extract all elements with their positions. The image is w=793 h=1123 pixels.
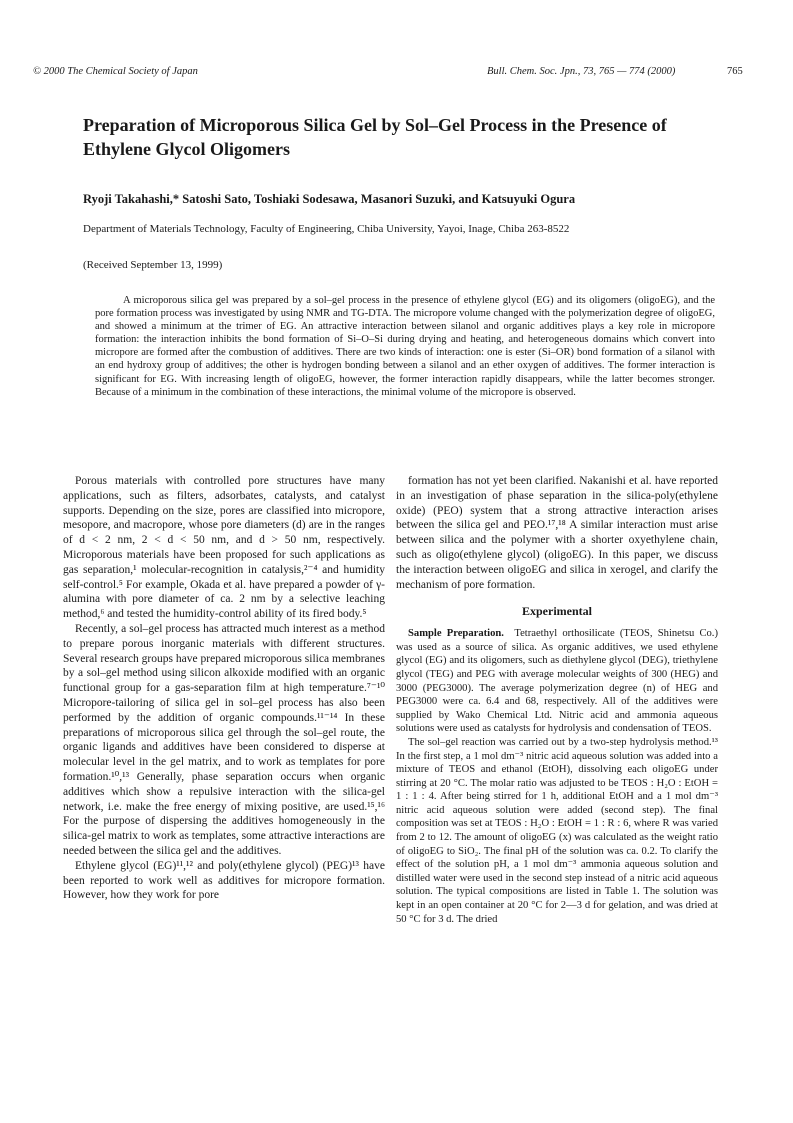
- body-right-column: [396, 474, 718, 926]
- intro-paragraph-3: Ethylene glycol (EG)¹¹,¹² and poly(ethylene glycol) (PEG)¹³ have been reported to work well as additives for micropore formation. However, how they work for pore: [63, 859, 385, 902]
- author-list: Ryoji Takahashi,* Satoshi Sato, Toshiaki Sodesawa, Masanori Suzuki, and Katsuyuki Ogura: [83, 192, 576, 206]
- sol-gel-paragraph: The sol–gel reaction was carried out by a two-step hydrolysis method.¹³ In the first step, a 1 mol dm⁻³ nitric acid aqueous solution was added into a mixture of TEOS and ethanol (EtOH), dissolving each oligoEG under stirring at 20 °C. The molar ratio was adjusted to be TEOS : H₂O : EtOH = 1 : 1 : 4. After being stirred for 1 h, additional EtOH and a 1 mol dm⁻³ nitric acid aqueous solution were added (second step). The final composition was set at TEOS : H₂O : EtOH = 1 : R : 6, where R was varied from 2 to 12. The amount of oligoEG (x) was calculated as the weight ratio of oligoEG to SiO₂. The final pH of the solution was ca. 0.2. To clarify the effect of the solution pH, a 1 mol dm⁻³ ammonia aqueous solution and distilled water were used in the second step instead of a nitric acid aqueous solution. The typical compositions are listed in Table 1. The solution was kept in an open container at 20 °C for 2—3 d for gelation, and was dried at 50 °C for 3 d. The dried: [396, 736, 718, 925]
- intro-paragraph-1: Porous materials with controlled pore structures have many applications, such as filters, adsorbates, catalysts, and catalyst supports. Depending on the size, pores are classified into micropore, mesopore, and macropore, whose pore diameters (d) are in the ranges of d < 2 nm, 2 < d < 50 nm, and d > 50 nm, respectively. Microporous materials have been proposed for such applications as gas separation,¹ molecular-recognition in catalysis,²⁻⁴ and humidity self-control.⁵ For example, Okada et al. have prepared a powder of γ-alumina with pore diameter of ca. 2 nm by a selective leaching method,⁶ and tested the humidity-control ability of its fired body.⁵: [63, 475, 385, 621]
- body-left-column: [63, 474, 385, 903]
- runin-heading: Sample Preparation.: [408, 628, 504, 640]
- intro-paragraph-2: Recently, a sol–gel process has attracted much interest as a method to prepare porous inorganic materials with different structures. Several research groups have prepared microporous silica membranes by a sol–gel method using silicon alkoxide modified with an organic functional group for a gas-separation film at high temperature.⁷⁻¹⁰ Micropore-tailoring of silica gel in sol–gel process has also been performed by the addition of organic compounds.¹¹⁻¹⁴ In these preparations of microporous silica gel through the sol–gel route, the organic ligands and additives have been considered to disperse at molecular level in the gel matrix, and to work as templates for pore formation.¹⁰,¹³ Generally, phase separation occurs when organic additives which show a repulsive interaction with the silica-gel network, i.e. make the free energy of mixing positive, are used.¹⁵,¹⁶ For the purpose of dispersing the additives homogeneously in the silica-gel matrix to work as templates, some attractive interactions are needed between the silica gel and the additives.: [63, 622, 385, 857]
- sample-preparation-text: Tetraethyl orthosilicate (TEOS, Shinetsu Co.) was used as a source of silica. As organic additives, we used ethylene glycol (EG) and its oligomers, such as diethylene glycol (DEG), triethylene glycol (TEG) and PEG with average molecular weights of 300 (HEG) and 3000 (PEG3000). The average polymerization degree (n) of HEG and PEG3000 were ca. 6.4 and 68, respectively. All of the additives were supplied by Wako Chemical Ltd. Nitric acid and ammonia aqueous solutions were used as catalysts for hydrolysis and condensation of TEOS.: [396, 628, 718, 735]
- paper-title: Preparation of Microporous Silica Gel by Sol–Gel Process in the Presence of Ethylene Glycol Oligomers: [83, 115, 667, 159]
- affiliation: Department of Materials Technology, Faculty of Engineering, Chiba University, Yayoi, Inage, Chiba 263-8522: [83, 223, 570, 235]
- journal-copyright: © 2000 The Chemical Society of Japan: [33, 66, 198, 77]
- abstract: A microporous silica gel was prepared by a sol–gel process in the presence of ethylene glycol (EG) and its oligomers (oligoEG), and the pore formation process was investigated by using NMR and TG-DTA. The micropore volume changed with the polymerization degree of oligoEG, and showed a minimum at the trimer of EG. An attractive interaction between silanol and organic additives plays a key role in micropore formation: the interaction inhibits the bond formation of Si–O–Si during drying and heating, and heterogeneous domains which convert into micropore are formed after the combustion of additives. There are two kinds of interaction: one is ester (Si–OR) bond formation of a silanol with an end hydroxy group of additives; the other is hydrogen bonding between a silanol and an ether oxygen of additives. The former interaction is significant for EG. With increasing length of oligoEG, however, the former interaction rapidly disappears, while the latter becomes stronger. Because of a minimum in the combination of these interactions, the minimal volume of the micropore is observed.: [95, 295, 715, 398]
- sample-preparation-paragraph: [396, 627, 718, 736]
- journal-citation: Bull. Chem. Soc. Jpn., 73, 765 — 774 (2000): [487, 66, 676, 77]
- received-date: (Received September 13, 1999): [83, 259, 223, 271]
- page-number: 765: [727, 66, 743, 77]
- intro-paragraph-continued: formation has not yet been clarified. Nakanishi et al. have reported in an investigation of phase separation in the silica-poly(ethylene oxide) (PEO) system that a strong attractive interaction arises between the silica gel and PEO.¹⁷,¹⁸ A similar interaction must arise between silica and the polymer with a shorter oxyethylene chain, such as oligo(ethylene glycol) (oligoEG). In this paper, we discuss the interaction between oligoEG and silica in xerogel, and clarify the mechanism of pore formation.: [396, 475, 718, 591]
- section-heading-experimental: Experimental: [522, 604, 592, 619]
